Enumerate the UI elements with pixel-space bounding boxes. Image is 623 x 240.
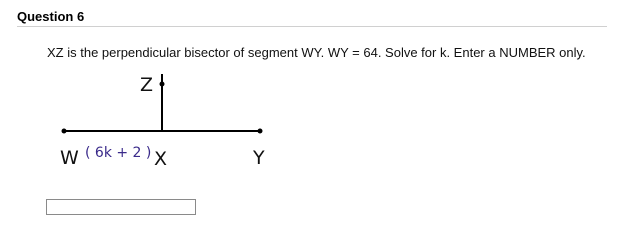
question-title: Question 6 <box>17 9 85 24</box>
point-w-dot <box>62 129 67 134</box>
answer-input[interactable] <box>46 199 196 215</box>
label-y: Y <box>253 147 265 169</box>
geometry-figure <box>50 68 290 174</box>
label-z: Z <box>140 74 154 96</box>
segment-expression: ( 6k + 2 ) <box>85 145 152 161</box>
point-z-dot <box>160 82 165 87</box>
label-w: W <box>60 147 79 169</box>
question-prompt: XZ is the perpendicular bisector of segment WY. WY = 64. Solve for k. Enter a NUMBER only. <box>47 45 586 60</box>
label-x: X <box>154 148 168 170</box>
question-header <box>17 8 607 27</box>
point-y-dot <box>258 129 263 134</box>
